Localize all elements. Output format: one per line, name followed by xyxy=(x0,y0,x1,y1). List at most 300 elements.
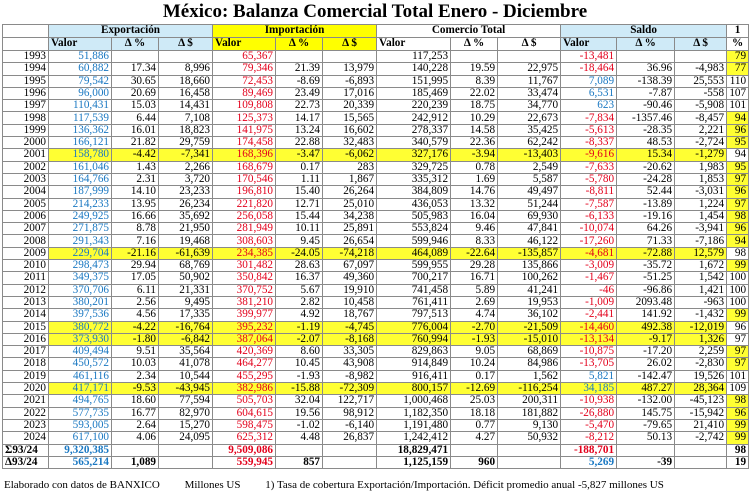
balance-delta-cell: -1,279 xyxy=(675,149,727,161)
import-pct-cell: -8.69 xyxy=(276,75,323,87)
export-pct-cell: 30.65 xyxy=(112,75,159,87)
total-pct-cell: 19.59 xyxy=(451,63,498,75)
total-delta-cell: -135,857 xyxy=(498,247,561,259)
year-cell: 2020 xyxy=(3,383,49,395)
total-pct-cell: 16.71 xyxy=(451,272,498,284)
table-row xyxy=(3,235,749,247)
export-delta-cell: 26,234 xyxy=(159,198,213,210)
export-value-cell: 271,875 xyxy=(49,223,112,235)
total-value-cell: 1,000,468 xyxy=(377,395,451,407)
coverage-cell: 96 xyxy=(727,186,749,198)
total-delta-cell: 100,262 xyxy=(498,272,561,284)
export-delta-cell: -16,764 xyxy=(159,321,213,333)
total-delta-cell: 51,244 xyxy=(498,198,561,210)
total-value-cell: 916,411 xyxy=(377,370,451,382)
year-cell: 2000 xyxy=(3,137,49,149)
coverage-cell: 97 xyxy=(727,333,749,345)
export-value-cell: 60,882 xyxy=(49,63,112,75)
balance-delta-cell: -5,908 xyxy=(675,100,727,112)
total-delta-cell: 46,122 xyxy=(498,235,561,247)
import-delta-cell: 1,867 xyxy=(323,173,377,185)
total-value-cell: 1,182,350 xyxy=(377,407,451,419)
balance-delta-cell: 28,364 xyxy=(675,383,727,395)
import-value-cell: 559,945 xyxy=(213,456,276,468)
balance-pct-cell: 64.26 xyxy=(617,223,675,235)
table-row xyxy=(3,137,749,149)
export-value-cell: 166,121 xyxy=(49,137,112,149)
import-delta-cell: -72,309 xyxy=(323,383,377,395)
table-row xyxy=(3,75,749,87)
coverage-cell: 96 xyxy=(727,223,749,235)
export-pct-cell: 17.05 xyxy=(112,272,159,284)
total-value-cell: 18,829,471 xyxy=(377,444,451,456)
total-row xyxy=(3,456,749,468)
import-delta-cell: 19,910 xyxy=(323,284,377,296)
import-delta-cell xyxy=(323,444,377,456)
import-pct-cell: 0.17 xyxy=(276,161,323,173)
total-pct-cell: 0.17 xyxy=(451,370,498,382)
coverage-cell: 99 xyxy=(727,432,749,444)
coverage-cell: 19 xyxy=(727,456,749,468)
total-pct-cell: 22.36 xyxy=(451,137,498,149)
import-pct-cell: 1.11 xyxy=(276,173,323,185)
table-row xyxy=(3,333,749,345)
export-pct-header: Δ % xyxy=(112,38,159,51)
balance-value-cell: -8,337 xyxy=(561,137,617,149)
total-pct-cell: 16.04 xyxy=(451,210,498,222)
total-value-cell: 151,995 xyxy=(377,75,451,87)
balance-pct-header: Δ % xyxy=(617,38,675,51)
import-pct-cell xyxy=(276,51,323,63)
balance-delta-cell: 1,853 xyxy=(675,173,727,185)
year-cell: Δ93/24 xyxy=(3,456,49,468)
export-value-cell: 370,706 xyxy=(49,284,112,296)
import-pct-cell: 15.44 xyxy=(276,210,323,222)
balance-delta-cell xyxy=(675,456,727,468)
total-row xyxy=(3,444,749,456)
balance-value-cell: 7,089 xyxy=(561,75,617,87)
balance-pct-cell: -96.86 xyxy=(617,284,675,296)
export-pct-cell: 14.10 xyxy=(112,186,159,198)
import-pct-header: Δ % xyxy=(276,38,323,51)
table-row xyxy=(3,260,749,272)
export-delta-cell: 9,495 xyxy=(159,296,213,308)
total-delta-cell: 19,953 xyxy=(498,296,561,308)
year-cell: 2005 xyxy=(3,198,49,210)
balance-delta-cell: 1,672 xyxy=(675,260,727,272)
total-pct-cell: 14.58 xyxy=(451,124,498,136)
import-value-cell: 221,820 xyxy=(213,198,276,210)
balance-value-cell: -10,074 xyxy=(561,223,617,235)
coverage-cell: 96 xyxy=(727,321,749,333)
total-value-cell: 599,946 xyxy=(377,235,451,247)
total-pct-cell: -12.69 xyxy=(451,383,498,395)
total-delta-cell: 1,562 xyxy=(498,370,561,382)
export-value-cell: 397,536 xyxy=(49,309,112,321)
export-value-cell: 373,930 xyxy=(49,333,112,345)
total-value-cell: 335,312 xyxy=(377,173,451,185)
import-pct-cell: 23.49 xyxy=(276,87,323,99)
total-pct-cell: -3.94 xyxy=(451,149,498,161)
table-row xyxy=(3,51,749,63)
export-delta-cell: 23,233 xyxy=(159,186,213,198)
balance-pct-cell: -24.28 xyxy=(617,173,675,185)
import-group-header: Importación xyxy=(213,25,377,38)
total-delta-cell: 33,474 xyxy=(498,87,561,99)
total-value-cell: 776,004 xyxy=(377,321,451,333)
coverage-cell: 97 xyxy=(727,358,749,370)
export-pct-cell: -4.42 xyxy=(112,149,159,161)
total-pct-cell: 2.69 xyxy=(451,296,498,308)
table-row xyxy=(3,247,749,259)
export-delta-cell xyxy=(159,444,213,456)
import-pct-cell: 9.45 xyxy=(276,235,323,247)
import-delta-cell xyxy=(323,51,377,63)
export-pct-cell: 2.31 xyxy=(112,173,159,185)
balance-delta-cell: 2,221 xyxy=(675,124,727,136)
year-cell: 1997 xyxy=(3,100,49,112)
units-note: Millones US xyxy=(184,479,241,491)
export-pct-cell: -1.80 xyxy=(112,333,159,345)
import-value-cell: 301,482 xyxy=(213,260,276,272)
year-cell: 2017 xyxy=(3,346,49,358)
balance-pct-cell: 492.38 xyxy=(617,321,675,333)
total-delta-cell: 68,869 xyxy=(498,346,561,358)
total-value-cell: 761,411 xyxy=(377,296,451,308)
import-value-cell: 382,986 xyxy=(213,383,276,395)
export-delta-cell: 18,660 xyxy=(159,75,213,87)
total-pct-cell: 4.27 xyxy=(451,432,498,444)
export-delta-cell xyxy=(159,51,213,63)
balance-value-cell: -17,260 xyxy=(561,235,617,247)
import-delta-header: Δ $ xyxy=(323,38,377,51)
import-pct-cell: 4.48 xyxy=(276,432,323,444)
total-value-cell: 1,125,159 xyxy=(377,456,451,468)
total-delta-cell: 181,882 xyxy=(498,407,561,419)
balance-delta-cell: 25,553 xyxy=(675,75,727,87)
year-cell: 1998 xyxy=(3,112,49,124)
table-row xyxy=(3,161,749,173)
export-pct-cell: 10.03 xyxy=(112,358,159,370)
import-pct-cell: 19.56 xyxy=(276,407,323,419)
table-row xyxy=(3,346,749,358)
balance-value-cell: -18,464 xyxy=(561,63,617,75)
coverage-cell: 95 xyxy=(727,161,749,173)
export-delta-cell: 68,769 xyxy=(159,260,213,272)
export-pct-cell: 16.77 xyxy=(112,407,159,419)
import-pct-cell: 13.24 xyxy=(276,124,323,136)
import-delta-cell: 13,979 xyxy=(323,63,377,75)
coverage-cell: 101 xyxy=(727,370,749,382)
export-pct-cell: 13.95 xyxy=(112,198,159,210)
export-value-cell: 117,539 xyxy=(49,112,112,124)
total-delta-cell xyxy=(498,456,561,468)
export-delta-cell: 21,331 xyxy=(159,284,213,296)
export-delta-cell: 14,431 xyxy=(159,100,213,112)
export-pct-cell: 29.94 xyxy=(112,260,159,272)
table-row xyxy=(3,370,749,382)
export-delta-header: Δ $ xyxy=(159,38,213,51)
import-value-cell: 505,703 xyxy=(213,395,276,407)
import-pct-cell: -3.47 xyxy=(276,149,323,161)
total-pct-cell: 960 xyxy=(451,456,498,468)
import-pct-cell: 14.17 xyxy=(276,112,323,124)
total-delta-cell: 9,130 xyxy=(498,419,561,431)
total-delta-cell: 5,587 xyxy=(498,173,561,185)
balance-delta-cell: 21,410 xyxy=(675,419,727,431)
balance-value-cell: -7,587 xyxy=(561,198,617,210)
coverage-cell: 77 xyxy=(727,63,749,75)
export-pct-cell: 4.56 xyxy=(112,309,159,321)
balance-value-cell: -3,009 xyxy=(561,260,617,272)
total-pct-cell: -1.93 xyxy=(451,333,498,345)
import-pct-cell: -24.05 xyxy=(276,247,323,259)
coverage-cell: 97 xyxy=(727,173,749,185)
export-delta-cell: 21,950 xyxy=(159,223,213,235)
balance-delta-cell: 12,579 xyxy=(675,247,727,259)
table-row xyxy=(3,149,749,161)
coverage-cell: 100 xyxy=(727,272,749,284)
export-value-cell: 593,005 xyxy=(49,419,112,431)
export-delta-cell: 41,078 xyxy=(159,358,213,370)
export-value-cell: 494,765 xyxy=(49,395,112,407)
balance-pct-cell xyxy=(617,51,675,63)
export-delta-cell: 3,720 xyxy=(159,173,213,185)
balance-pct-cell: 71.33 xyxy=(617,235,675,247)
export-value-cell: 136,362 xyxy=(49,124,112,136)
balance-value-cell: -7,834 xyxy=(561,112,617,124)
export-value-cell: 161,046 xyxy=(49,161,112,173)
trade-balance-table xyxy=(2,24,749,469)
year-cell: 1996 xyxy=(3,87,49,99)
import-pct-cell: 22.73 xyxy=(276,100,323,112)
page-title: México: Balanza Comercial Total Enero - Diciembre xyxy=(162,1,588,22)
year-cell: 2014 xyxy=(3,309,49,321)
total-delta-cell: 22,975 xyxy=(498,63,561,75)
total-value-header: Valor xyxy=(377,38,451,51)
year-cell: 2024 xyxy=(3,432,49,444)
balance-value-cell: -13,705 xyxy=(561,358,617,370)
table-row xyxy=(3,112,749,124)
balance-value-cell: -8,811 xyxy=(561,186,617,198)
balance-delta-cell: -7,186 xyxy=(675,235,727,247)
coverage-cell: 95 xyxy=(727,137,749,149)
export-value-cell: 249,925 xyxy=(49,210,112,222)
export-value-cell: 298,473 xyxy=(49,260,112,272)
export-pct-cell: 6.11 xyxy=(112,284,159,296)
total-delta-header: Δ $ xyxy=(498,38,561,51)
import-delta-cell: -6,062 xyxy=(323,149,377,161)
balance-delta-cell: -3,941 xyxy=(675,223,727,235)
balance-value-cell: -188,701 xyxy=(561,444,617,456)
year-cell: 2019 xyxy=(3,370,49,382)
import-pct-cell: 4.92 xyxy=(276,309,323,321)
balance-value-cell: -5,470 xyxy=(561,419,617,431)
export-delta-cell: 17,335 xyxy=(159,309,213,321)
export-value-cell: 417,171 xyxy=(49,383,112,395)
year-cell: 2022 xyxy=(3,407,49,419)
export-pct-cell: 4.06 xyxy=(112,432,159,444)
import-pct-cell: 5.67 xyxy=(276,284,323,296)
export-value-cell: 9,320,385 xyxy=(49,444,112,456)
export-delta-cell: 15,270 xyxy=(159,419,213,431)
total-value-cell: 278,337 xyxy=(377,124,451,136)
total-pct-cell: 13.32 xyxy=(451,198,498,210)
import-value-cell: 72,453 xyxy=(213,75,276,87)
export-delta-cell: 24,095 xyxy=(159,432,213,444)
export-delta-cell: -6,842 xyxy=(159,333,213,345)
total-pct-cell: 10.24 xyxy=(451,358,498,370)
total-value-cell: 327,176 xyxy=(377,149,451,161)
balance-pct-cell: -72.88 xyxy=(617,247,675,259)
import-pct-cell: 857 xyxy=(276,456,323,468)
import-delta-cell: 33,305 xyxy=(323,346,377,358)
total-delta-cell: 200,311 xyxy=(498,395,561,407)
balance-value-cell: -8,212 xyxy=(561,432,617,444)
table-row xyxy=(3,395,749,407)
export-delta-cell xyxy=(159,456,213,468)
export-pct-cell: -4.22 xyxy=(112,321,159,333)
import-delta-cell: 43,908 xyxy=(323,358,377,370)
coverage-cell: 98 xyxy=(727,395,749,407)
import-value-cell: 79,346 xyxy=(213,63,276,75)
import-delta-cell: -4,745 xyxy=(323,321,377,333)
export-delta-cell: 77,594 xyxy=(159,395,213,407)
import-delta-cell: 10,458 xyxy=(323,296,377,308)
export-pct-cell: 1.43 xyxy=(112,161,159,173)
table-row xyxy=(3,432,749,444)
balance-value-cell: -1,467 xyxy=(561,272,617,284)
import-value-cell: 9,509,086 xyxy=(213,444,276,456)
import-value-cell: 109,808 xyxy=(213,100,276,112)
export-value-cell: 617,100 xyxy=(49,432,112,444)
export-pct-cell: 15.03 xyxy=(112,100,159,112)
balance-value-cell: -10,938 xyxy=(561,395,617,407)
total-trade-group-header: Comercio Total xyxy=(377,25,561,38)
balance-delta-cell: -3,031 xyxy=(675,186,727,198)
coverage-cell: 96 xyxy=(727,407,749,419)
total-delta-cell: 34,770 xyxy=(498,100,561,112)
export-pct-cell: 8.78 xyxy=(112,223,159,235)
coverage-cell: 100 xyxy=(727,284,749,296)
import-delta-cell: 15,565 xyxy=(323,112,377,124)
export-value-cell: 96,000 xyxy=(49,87,112,99)
total-delta-cell: 49,497 xyxy=(498,186,561,198)
import-delta-cell: 17,016 xyxy=(323,87,377,99)
year-cell: 2018 xyxy=(3,358,49,370)
export-pct-cell: 6.44 xyxy=(112,112,159,124)
export-value-cell: 349,375 xyxy=(49,272,112,284)
import-value-cell: 399,977 xyxy=(213,309,276,321)
total-delta-cell: -21,509 xyxy=(498,321,561,333)
export-pct-cell: 1,089 xyxy=(112,456,159,468)
total-pct-cell: 18.75 xyxy=(451,100,498,112)
total-pct-cell: 9.05 xyxy=(451,346,498,358)
year-cell: 2009 xyxy=(3,247,49,259)
coverage-cell: 94 xyxy=(727,112,749,124)
year-header-cell xyxy=(3,25,49,38)
balance-pct-cell: -90.46 xyxy=(617,100,675,112)
total-delta-cell: 35,425 xyxy=(498,124,561,136)
total-pct-cell: 9.46 xyxy=(451,223,498,235)
total-pct-cell: 8.39 xyxy=(451,75,498,87)
import-pct-cell: 2.82 xyxy=(276,296,323,308)
coverage-cell: 94 xyxy=(727,235,749,247)
import-value-cell: 604,615 xyxy=(213,407,276,419)
total-delta-cell: 22,673 xyxy=(498,112,561,124)
total-delta-cell xyxy=(498,51,561,63)
import-value-cell: 350,842 xyxy=(213,272,276,284)
total-value-cell: 329,725 xyxy=(377,161,451,173)
balance-delta-cell: -12,019 xyxy=(675,321,727,333)
table-row xyxy=(3,407,749,419)
balance-delta-cell: -963 xyxy=(675,296,727,308)
import-delta-cell: -6,140 xyxy=(323,419,377,431)
import-pct-cell: 32.04 xyxy=(276,395,323,407)
total-delta-cell: 50,932 xyxy=(498,432,561,444)
total-pct-cell: 5.89 xyxy=(451,284,498,296)
balance-delta-cell: -45,123 xyxy=(675,395,727,407)
balance-value-cell: -6,133 xyxy=(561,210,617,222)
balance-pct-cell: 145.75 xyxy=(617,407,675,419)
balance-value-cell: -4,681 xyxy=(561,247,617,259)
import-value-cell: 234,385 xyxy=(213,247,276,259)
total-pct-cell: 0.78 xyxy=(451,161,498,173)
total-pct-cell xyxy=(451,51,498,63)
import-pct-cell: 15.40 xyxy=(276,186,323,198)
import-value-cell: 464,277 xyxy=(213,358,276,370)
balance-pct-cell: 2093.48 xyxy=(617,296,675,308)
balance-value-cell: 5,269 xyxy=(561,456,617,468)
balance-pct-cell: -19.16 xyxy=(617,210,675,222)
balance-pct-cell: 487.27 xyxy=(617,383,675,395)
total-delta-cell: -116,254 xyxy=(498,383,561,395)
total-value-cell: 117,253 xyxy=(377,51,451,63)
total-value-cell: 340,579 xyxy=(377,137,451,149)
export-delta-cell: 8,996 xyxy=(159,63,213,75)
coverage-cell: 98 xyxy=(727,247,749,259)
import-value-cell: 370,752 xyxy=(213,284,276,296)
import-delta-cell: 26,264 xyxy=(323,186,377,198)
year-cell: 2004 xyxy=(3,186,49,198)
table-row xyxy=(3,210,749,222)
coverage-cell: 99 xyxy=(727,309,749,321)
year-cell: 2008 xyxy=(3,235,49,247)
balance-delta-cell: -2,724 xyxy=(675,137,727,149)
table-row xyxy=(3,383,749,395)
export-delta-cell: 19,468 xyxy=(159,235,213,247)
table-row xyxy=(3,124,749,136)
total-delta-cell: 47,841 xyxy=(498,223,561,235)
total-delta-cell: 2,549 xyxy=(498,161,561,173)
source-note: Elaborado con datos de BANXICO xyxy=(4,479,160,491)
total-delta-cell xyxy=(498,444,561,456)
total-delta-cell: 69,930 xyxy=(498,210,561,222)
coverage-cell: 109 xyxy=(727,383,749,395)
import-value-cell: 65,367 xyxy=(213,51,276,63)
import-delta-cell: -74,218 xyxy=(323,247,377,259)
export-pct-cell: 17.34 xyxy=(112,63,159,75)
total-pct-cell xyxy=(451,444,498,456)
import-delta-cell: 16,602 xyxy=(323,124,377,136)
export-value-cell: 214,233 xyxy=(49,198,112,210)
export-value-cell: 164,766 xyxy=(49,173,112,185)
import-value-header: Valor xyxy=(213,38,276,51)
coverage-note-header: 1 xyxy=(727,25,749,38)
total-delta-cell: 11,767 xyxy=(498,75,561,87)
export-delta-cell: 16,458 xyxy=(159,87,213,99)
export-pct-cell xyxy=(112,51,159,63)
